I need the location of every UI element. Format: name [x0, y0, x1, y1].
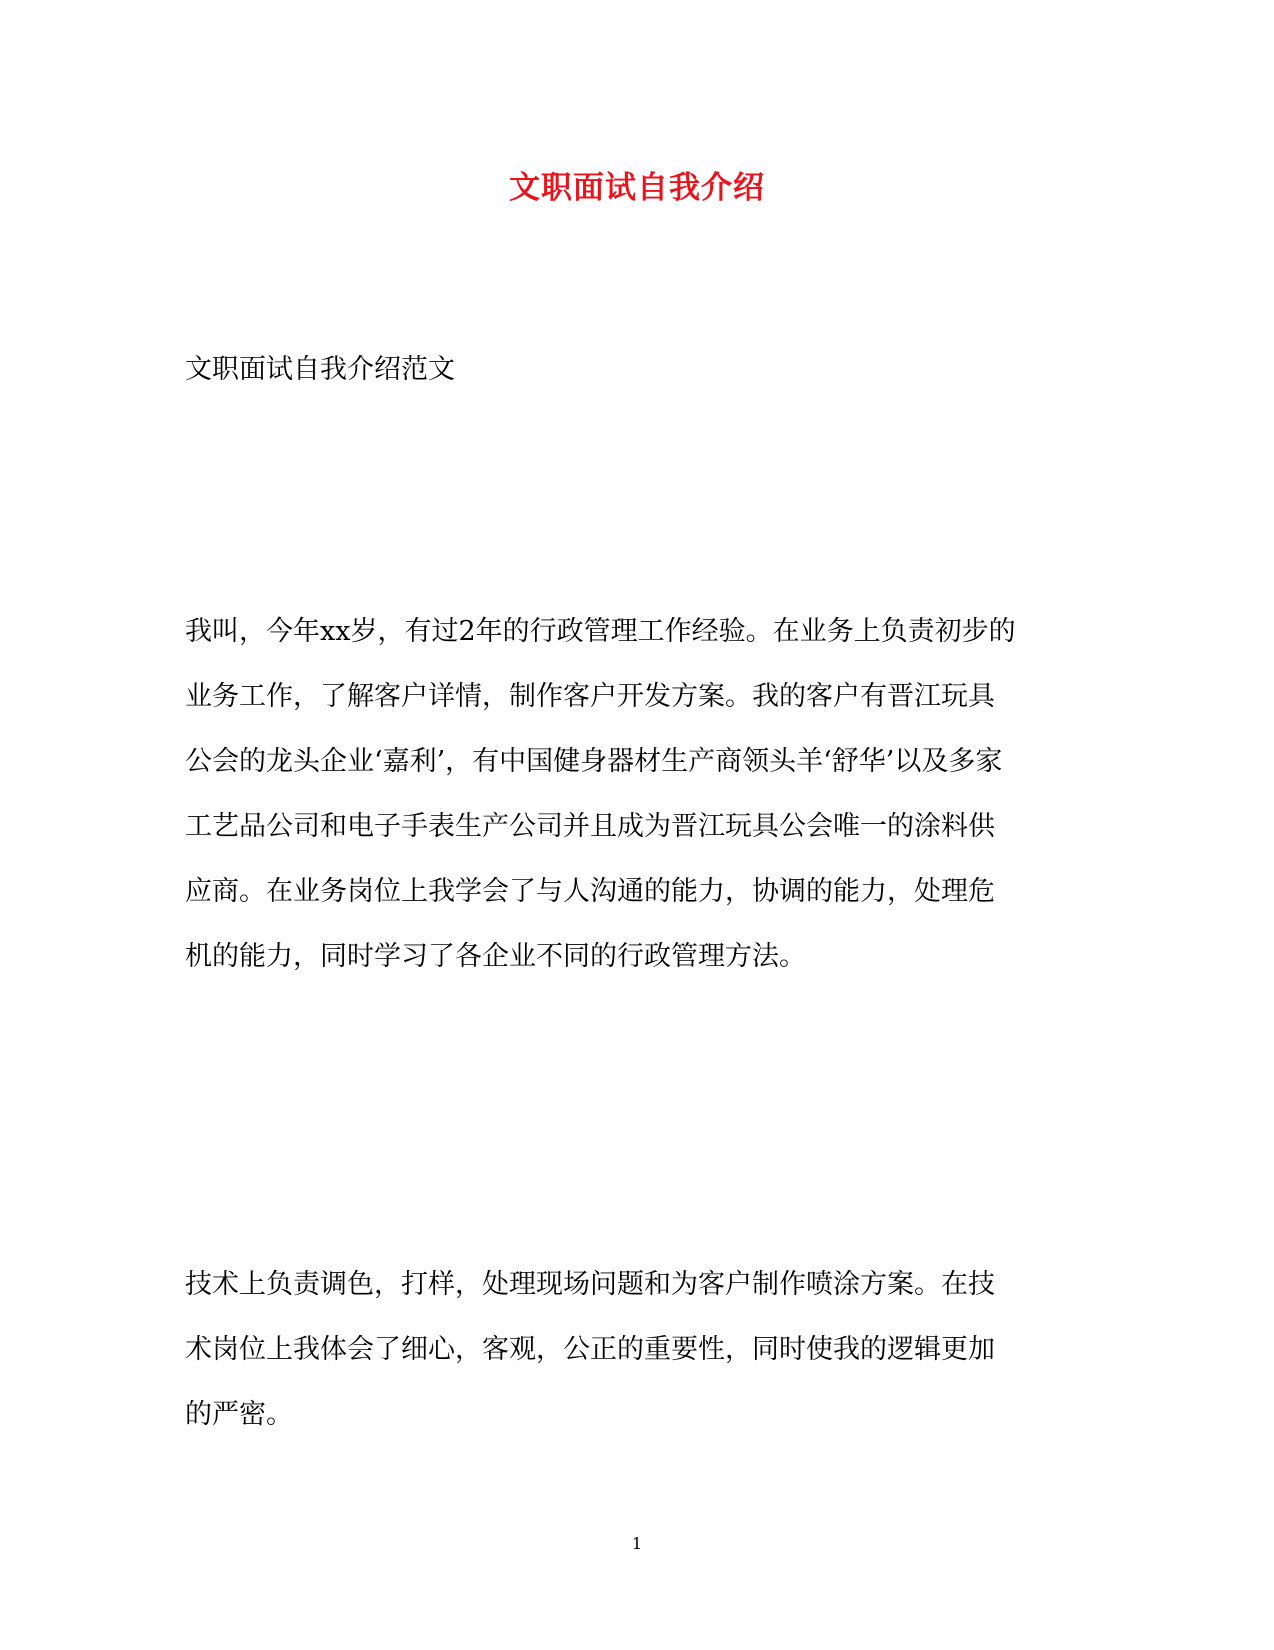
- paragraph-experience: [185, 599, 1085, 989]
- paragraph-line: 机的能力，同时学习了各企业不同的行政管理方法。: [185, 941, 806, 972]
- document-subtitle: 文职面试自我介绍范文: [185, 354, 455, 385]
- paragraph-line: 我叫，今年xx岁，有过2年的行政管理工作经验。在业务上负责初步的: [185, 616, 1016, 647]
- paragraph-line: 工艺品公司和电子手表生产公司并且成为晋江玩具公会唯一的涂料供: [185, 811, 995, 842]
- paragraph-line: 的严密。: [185, 1399, 293, 1430]
- paragraph-line: 应商。在业务岗位上我学会了与人沟通的能力，协调的能力，处理危: [185, 876, 995, 907]
- paragraph-technical: [185, 1252, 1085, 1447]
- paragraph-line: 公会的龙头企业‘嘉利’，有中国健身器材生产商领头羊‘舒华’以及多家: [185, 746, 1003, 777]
- page-number: 1: [631, 1534, 643, 1553]
- paragraph-line: 技术上负责调色，打样，处理现场问题和为客户制作喷涂方案。在技: [185, 1269, 995, 1300]
- paragraph-line: 业务工作，了解客户详情，制作客户开发方案。我的客户有晋江玩具: [185, 681, 995, 712]
- paragraph-line: 术岗位上我体会了细心，客观，公正的重要性，同时使我的逻辑更加: [185, 1334, 995, 1365]
- document-title: 文职面试自我介绍: [509, 170, 765, 206]
